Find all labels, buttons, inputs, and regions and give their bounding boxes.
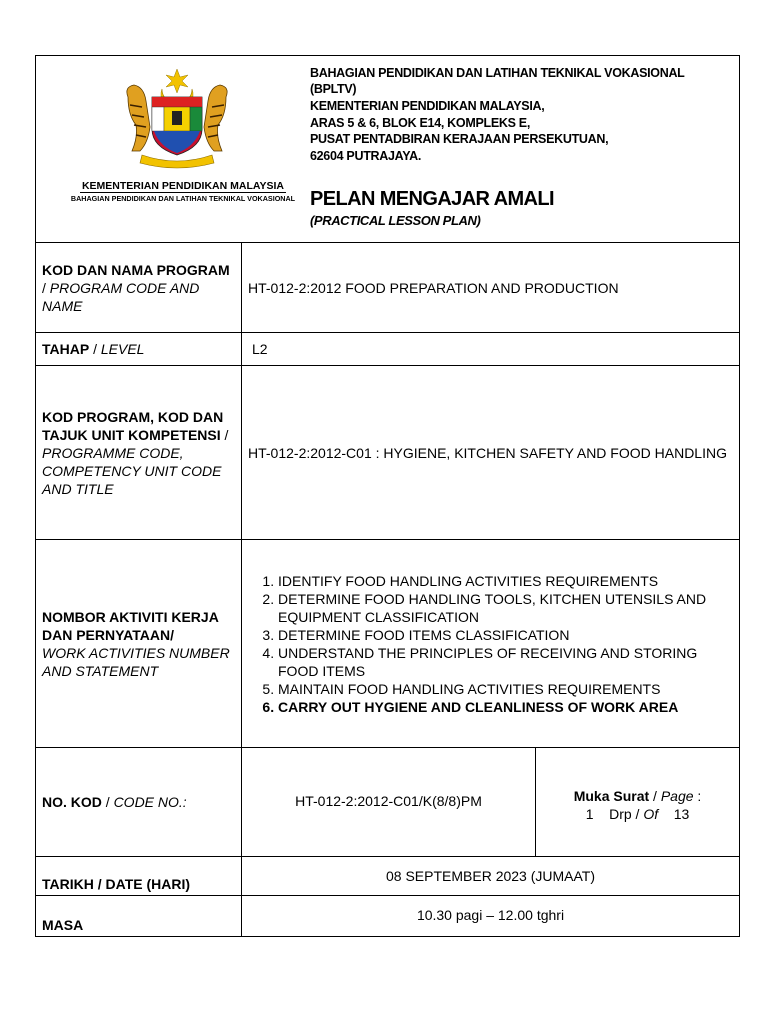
activities-label-cell	[36, 540, 242, 748]
ministry-name: KEMENTERIAN PENDIDIKAN MALAYSIA	[81, 179, 285, 192]
activity-item: 3. DETERMINE FOOD ITEMS CLASSIFICATION	[278, 626, 733, 644]
page-label-colon: :	[693, 788, 702, 804]
program-label-italic: PROGRAM CODE AND NAME	[42, 279, 200, 314]
competency-label-cell	[36, 366, 242, 540]
coat-of-arms-logo	[52, 67, 300, 203]
code-label-cell	[36, 748, 242, 857]
date-label: TARIKH / DATE (HARI)	[36, 857, 242, 896]
page-cell	[536, 748, 740, 857]
page-number: 1	[585, 806, 594, 822]
page-label-sep: /	[649, 788, 661, 804]
activity-item: 2. DETERMINE FOOD HANDLING TOOLS, KITCHEN UTENSILS AND EQUIPMENT CLASSIFICATION	[278, 590, 733, 626]
date-value: 08 SEPTEMBER 2023 (JUMAAT)	[242, 857, 740, 896]
program-row	[36, 243, 740, 333]
time-label: MASA	[36, 896, 242, 937]
address-block	[310, 65, 685, 165]
page-of-sep: /	[631, 806, 644, 822]
program-label-bold: KOD DAN NAMA PROGRAM	[42, 261, 230, 278]
competency-label-bold: KOD PROGRAM, KOD DAN TAJUK UNIT KOMPETENSI	[42, 408, 224, 443]
competency-label-italic: PROGRAMME CODE, COMPETENCY UNIT CODE AND TITLE	[42, 444, 222, 497]
coat-of-arms-emblem	[122, 67, 232, 171]
competency-label-sep: /	[220, 426, 229, 443]
activities-row	[36, 540, 740, 748]
level-row	[36, 333, 740, 366]
activity-item-current: 6. CARRY OUT HYGIENE AND CLEANLINESS OF WORK AREA	[278, 698, 733, 716]
date-row	[36, 857, 740, 896]
page-of-plain: Drp	[609, 806, 632, 822]
address-line: ARAS 5 & 6, BLOK E14, KOMPLEKS E,	[310, 115, 531, 130]
activities-label-bold: NOMBOR AKTIVITI KERJA DAN PERNYATAAN/	[42, 608, 219, 643]
level-label-bold: TAHAP	[42, 341, 90, 357]
page-label-bold: Muka Surat	[573, 788, 650, 804]
activity-item: 4. UNDERSTAND THE PRINCIPLES OF RECEIVING AND STORING FOOD ITEMS	[278, 644, 733, 680]
competency-row	[36, 366, 740, 540]
document-title: PELAN MENGAJAR AMALI	[310, 187, 554, 210]
time-value: 10.30 pagi – 12.00 tghri	[242, 896, 740, 937]
address-line: (BPLTV)	[310, 82, 357, 97]
activities-list	[248, 572, 733, 716]
program-label-sep: /	[42, 279, 50, 296]
address-line: BAHAGIAN PENDIDIKAN DAN LATIHAN TEKNIKAL VOKASIONAL	[310, 65, 685, 80]
competency-value: HT-012-2:2012-C01 : HYGIENE, KITCHEN SAFETY AND FOOD HANDLING	[242, 366, 740, 540]
header-cell	[36, 56, 740, 243]
code-value: HT-012-2:2012-C01/K(8/8)PM	[242, 748, 536, 857]
address-line: PUSAT PENTADBIRAN KERAJAAN PERSEKUTUAN,	[310, 132, 609, 147]
page-label-italic: Page	[660, 788, 694, 804]
code-label-bold: NO. KOD	[42, 794, 102, 810]
level-value: L2	[242, 333, 740, 366]
time-row	[36, 896, 740, 937]
level-label-sep: /	[89, 341, 101, 357]
level-label-cell	[36, 333, 242, 366]
address-line: KEMENTERIAN PENDIDIKAN MALAYSIA,	[310, 98, 545, 113]
address-line: 62604 PUTRAJAYA.	[310, 149, 422, 164]
activities-cell	[242, 540, 740, 748]
page-total: 13	[673, 806, 690, 822]
page-of-italic: Of	[643, 806, 659, 822]
document-subtitle: (PRACTICAL LESSON PLAN)	[310, 212, 481, 228]
ministry-division: BAHAGIAN PENDIDIKAN DAN LATIHAN TEKNIKAL VOKASIONAL	[70, 193, 296, 203]
code-label-italic: CODE NO.:	[113, 794, 187, 810]
lesson-plan-form	[35, 55, 740, 937]
activity-item: 1. IDENTIFY FOOD HANDLING ACTIVITIES REQUIREMENTS	[278, 572, 733, 590]
program-value: HT-012-2:2012 FOOD PREPARATION AND PRODUCTION	[242, 243, 740, 333]
code-row	[36, 748, 740, 857]
activities-label-italic: WORK ACTIVITIES NUMBER AND STATEMENT	[42, 644, 230, 679]
program-label-cell	[36, 243, 242, 333]
activity-item: 5. MAINTAIN FOOD HANDLING ACTIVITIES REQUIREMENTS	[278, 680, 733, 698]
level-label-italic: LEVEL	[100, 341, 145, 357]
code-label-sep: /	[101, 794, 114, 810]
